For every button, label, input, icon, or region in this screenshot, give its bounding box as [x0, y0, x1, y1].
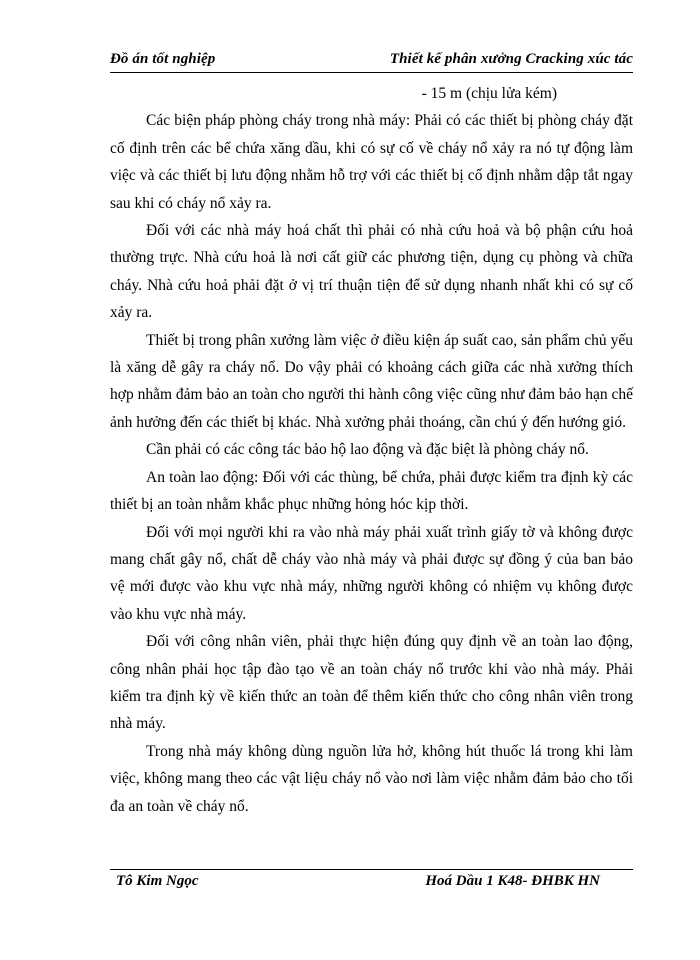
footer-author: Tô Kim Ngọc: [116, 872, 199, 889]
paragraph-5: An toàn lao động: Đối với các thùng, bể chứa, phải được kiểm tra định kỳ các thiết bị an toàn nhằm khắc phục những hỏng hóc kịp thời.: [110, 468, 633, 514]
footer-class: Hoá Dầu 1 K48- ĐHBK HN: [425, 872, 600, 889]
header-right-title: Thiết kế phân xưởng Cracking xúc tác: [389, 51, 633, 67]
header-divider: [110, 72, 633, 73]
paragraph-6: Đối với mọi người khi ra vào nhà máy phải xuất trình giấy tờ và không được mang chất gây nổ, chất dễ cháy vào nhà máy và phải được sự đồng ý của ban bảo vệ mới được vào khu vực nhà máy, những người không có nhiệm vụ không được vào khu vực nhà máy.: [110, 523, 633, 623]
continued-list-line: - 15 m (chịu lửa kém): [421, 85, 557, 102]
page-footer: [116, 870, 626, 892]
page-header: [110, 46, 633, 68]
page-body: [110, 80, 633, 820]
header-left-title: Đồ án tốt nghiệp: [110, 51, 216, 67]
paragraph-2: Đối với các nhà máy hoá chất thì phải có nhà cứu hoả và bộ phận cứu hoả thường trực. Nhà cứu hoả là nơi cất giữ các phương tiện, dụng cụ phòng và chữa cháy. Nhà cứu hoả phải đặt ở vị trí thuận tiện để sử dụng nhanh nhất khi có sự cố xảy ra.: [110, 222, 633, 322]
paragraph-8: Trong nhà máy không dùng nguồn lửa hở, không hút thuốc lá trong khi làm việc, không mang theo các vật liệu cháy nổ vào nơi làm việc nhằm đảm bảo cho tối đa an toàn về cháy nổ.: [110, 742, 633, 815]
paragraph-1: Các biện pháp phòng cháy trong nhà máy: Phải có các thiết bị phòng cháy đặt cố định trên các bể chứa xăng dầu, khi có sự cố về cháy nổ xảy ra nó tự động làm việc và các thiết bị lưu động nhằm hỗ trợ với các thiết bị cố định nhằm dập tắt ngay sau khi có cháy nổ xảy ra.: [110, 112, 633, 212]
paragraph-4: Cần phải có các công tác bảo hộ lao động và đặc biệt là phòng cháy nổ.: [146, 441, 589, 459]
paragraph-3: Thiết bị trong phân xưởng làm việc ở điều kiện áp suất cao, sản phẩm chủ yếu là xăng dễ gây ra cháy nổ. Do vậy phải có khoảng cách giữa các nhà xưởng thích hợp nhằm đảm bảo an toàn cho người thi hành công việc cũng như đảm bảo hạn chế ảnh hưởng đến các thiết bị khác. Nhà xưởng phải thoáng, cần chú ý đến hướng gió.: [110, 331, 633, 431]
paragraph-7: Đối với công nhân viên, phải thực hiện đúng quy định về an toàn lao động, công nhân phải học tập đào tạo về an toàn cháy nổ trước khi vào nhà máy. Phải kiểm tra định kỳ về kiến thức an toàn để thêm kiến thức cho công nhân viên trong nhà máy.: [110, 633, 633, 733]
